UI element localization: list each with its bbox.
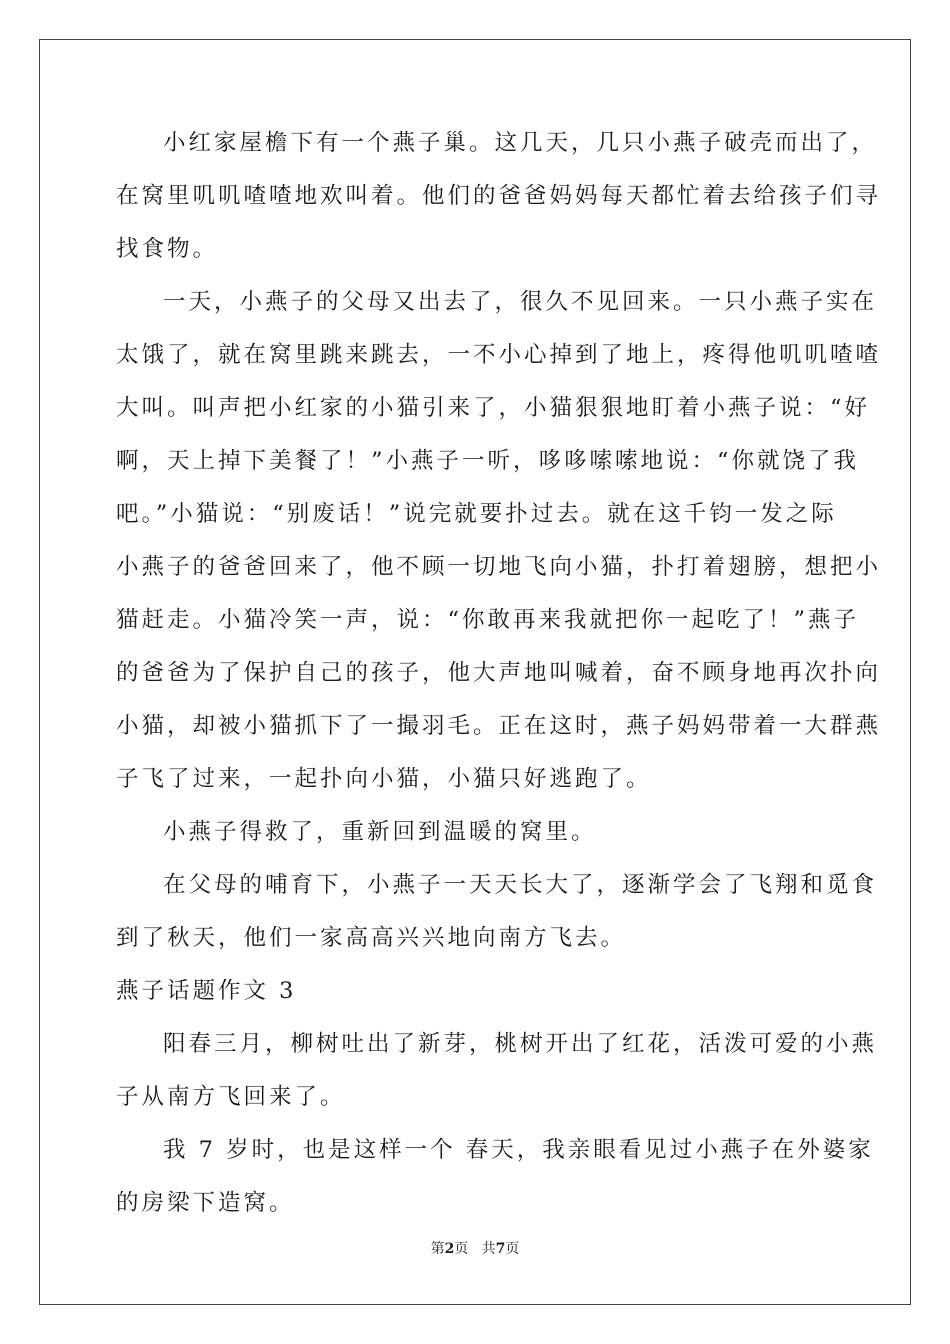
page-total-suffix: 页 xyxy=(505,1241,520,1257)
text-line: 猫赶走。小猫冷笑一声，说：“你敢再来我就把你一起吃了！”燕子 xyxy=(116,607,860,633)
text-line: 小燕子的爸爸回来了，他不顾一切地飞向小猫，扑打着翅膀，想把小 xyxy=(116,554,882,580)
text-line: 我 7 岁时，也是这样一个 春天，我亲眼看见过小燕子在外婆家 xyxy=(163,1137,874,1163)
page-total: 7 xyxy=(495,1241,506,1257)
page-total-prefix: 共 xyxy=(481,1241,496,1257)
page-footer xyxy=(0,1240,950,1258)
text-line: 到了秋天，他们一家高高兴兴地向南方飞去。 xyxy=(116,925,627,951)
text-line: 找食物。 xyxy=(116,236,219,262)
text-line: 太饿了，就在窝里跳来跳去，一不小心掉到了地上，疼得他叽叽喳喳 xyxy=(116,342,882,368)
text-line: 大叫。叫声把小红家的小猫引来了，小猫狠狠地盯着小燕子说：“好 xyxy=(116,395,871,421)
page-number-suffix: 页 xyxy=(454,1241,469,1257)
text-line: 小红家屋檐下有一个燕子巢。这几天，几只小燕子破壳而出了， xyxy=(163,130,878,156)
text-line: 一天，小燕子的父母又出去了，很久不见回来。一只小燕子实在 xyxy=(163,289,878,315)
text-line: 在窝里叽叽喳喳地欢叫着。他们的爸爸妈妈每天都忙着去给孩子们寻 xyxy=(116,183,882,209)
text-line: 在父母的哺育下，小燕子一天天长大了，逐渐学会了飞翔和觅食 xyxy=(163,872,878,898)
page-number-current: 2 xyxy=(444,1241,455,1257)
text-line: 啊，天上掉下美餐了！”小燕子一听，哆哆嗦嗦地说：“你就饶了我 xyxy=(116,448,860,474)
text-line: 子飞了过来，一起扑向小猫，小猫只好逃跑了。 xyxy=(116,766,652,792)
text-line: 吧。”小猫说：“别废话！”说完就要扑过去。就在这千钧一发之际 xyxy=(116,501,837,527)
text-line: 小燕子得救了，重新回到温暖的窝里。 xyxy=(163,819,597,845)
text-line: 阳春三月，柳树吐出了新芽，桃树开出了红花，活泼可爱的小燕 xyxy=(163,1031,878,1057)
text-line: 子从南方飞回来了。 xyxy=(116,1084,346,1110)
text-line: 小猫，却被小猫抓下了一撮羽毛。正在这时，燕子妈妈带着一大群燕 xyxy=(116,713,882,739)
text-line: 的爸爸为了保护自己的孩子，他大声地叫喊着，奋不顾身地再次扑向 xyxy=(116,660,882,686)
page-number-prefix: 第 xyxy=(430,1241,445,1257)
text-line: 的房梁下造窝。 xyxy=(116,1190,295,1216)
section-heading: 燕子话题作文 3 xyxy=(116,978,297,1004)
